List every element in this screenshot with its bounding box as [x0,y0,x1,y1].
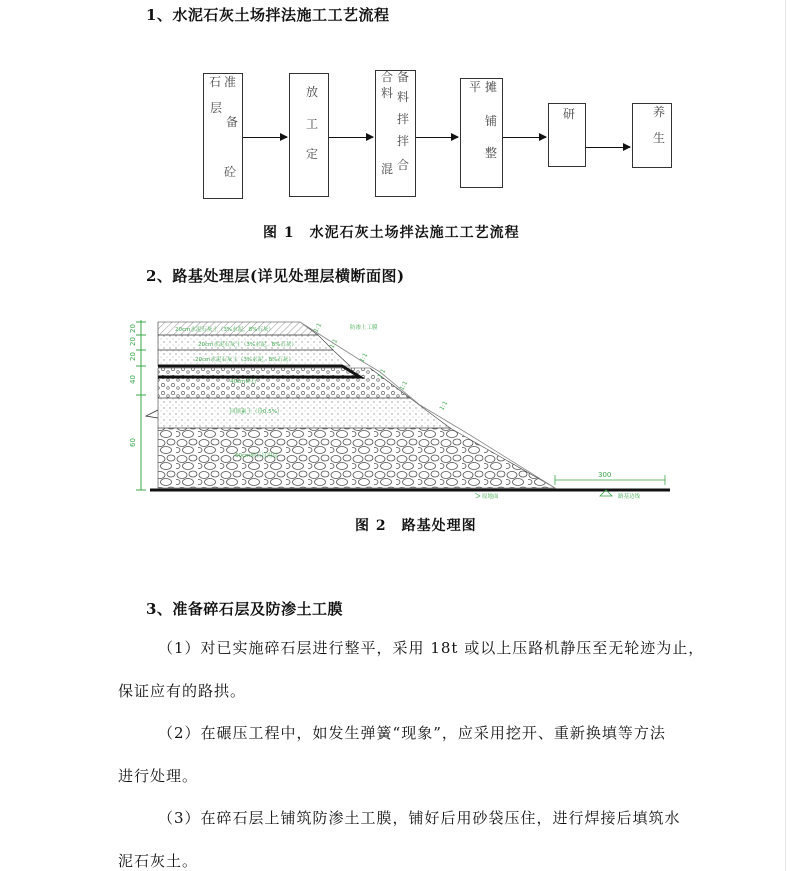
flow-arrow [416,137,458,138]
flow-box-2-char: 定 [306,147,319,161]
flow-box-6-char: 生 [653,131,666,145]
left-notch [146,410,158,418]
section1-heading: 1、水泥石灰土场拌法施工工艺流程 [146,6,390,24]
flow-box-4 [460,78,503,188]
section2-heading: 2、路基处理层(详见处理层横断面图) [146,267,405,285]
flow-box-1-char: 准 [224,75,237,89]
paragraph-line: 进行处理。 [118,767,199,785]
layer-label: 回填素土（设0.5%） [230,409,283,415]
flow-box-2-char: 放 [306,85,319,99]
process-flowchart [0,0,791,220]
layer-label: 20cm水泥石灰土（3%水泥，8%石灰） [175,327,274,333]
slope-ratio-label: 1:1 [376,367,388,380]
slope-ratio-label: 1:1 [438,399,450,412]
edge-label: 路基边线 [618,494,641,500]
paragraph-line: （2）在碾压工程中，如发生弹簧“现象”，应采用挖开、重新换填等方法 [158,724,666,742]
flow-box-3-char: 拌 [397,134,410,148]
figure2-caption: 图 2 路基处理图 [355,518,477,534]
layer-label: 40cm碎石 [230,379,257,385]
roadbed-cross-section-diagram [0,310,791,510]
slope-ratio-label: 1:1 [312,321,324,334]
flow-box-3-char: 混 [381,162,394,176]
flow-arrow [503,137,546,138]
flow-box-5 [548,103,586,167]
ground-label: 原地面 [482,494,499,500]
flow-box-3-char: 合 [397,158,410,172]
slope-ratio-label: 1:1 [398,379,410,392]
flow-arrow [586,147,630,148]
flow-box-5-char: 研 [563,107,576,121]
flow-arrow [329,137,373,138]
flow-box-2 [289,73,329,197]
flow-box-3-char: 合 [381,70,394,84]
flow-box-1 [203,73,243,199]
layer-label: 60cm碎石盲沟层 [235,453,278,459]
paragraph-line: （1）对已实施碎石层进行整平，采用 18t 或以上压路机静压至无轮迹为止， [158,639,705,657]
right-dim-label: 300 [598,471,612,479]
left-dim-label: 20 [129,337,137,346]
flow-box-1-char: 备 [226,115,239,129]
flow-box-4-char: 摊 [485,80,498,94]
flow-box-2-char: 工 [306,117,319,131]
left-dim-label: 20 [129,352,137,361]
flow-box-1-char: 砼 [224,165,237,179]
flow-box-4-char: 整 [485,146,498,160]
layer-label: 20cm水泥石灰土（3%水泥，8%石灰） [195,357,294,363]
figure1-caption: 图 1 水泥石灰土场拌法施工工艺流程 [263,225,520,241]
flow-box-3-char: 备 [397,70,410,84]
slope-ratio-label: 1:1 [328,337,340,350]
layer-rock-blind-drain [158,428,555,488]
flow-box-4-char: 平 [469,80,482,94]
layer-label: 20cm水泥石灰土（3%水泥，8%石灰） [198,342,297,348]
flow-box-3-char: 拌 [397,112,410,126]
left-dim-label: 60 [129,438,137,447]
section3-heading: 3、准备碎石层及防渗土工膜 [146,600,343,618]
left-dim-label: 20 [129,324,137,333]
left-dim-label: 40 [129,375,137,384]
flow-box-6-char: 养 [653,105,666,119]
flow-box-6 [632,103,672,168]
slope-ratio-label: 1:1 [358,351,370,364]
flow-arrow [243,137,287,138]
paragraph-line: 保证应有的路拱。 [118,682,247,700]
layer-gravel [158,368,410,398]
flow-box-1-char: 层 [210,101,223,115]
paragraph-line: （3）在碎石层上铺筑防渗土工膜，铺好后用砂袋压住，进行焊接后填筑水 [158,809,681,827]
flow-box-3-char: 料 [381,86,394,100]
layer-backfill-soil [158,398,450,428]
layer-label: 防渗土工膜 [350,325,378,331]
paragraph-line: 泥石灰土。 [118,852,199,870]
flow-box-4-char: 铺 [485,114,498,128]
flow-box-3-char: 料 [397,90,410,104]
flow-box-3 [375,70,416,197]
flow-box-1-char: 石 [209,75,222,89]
